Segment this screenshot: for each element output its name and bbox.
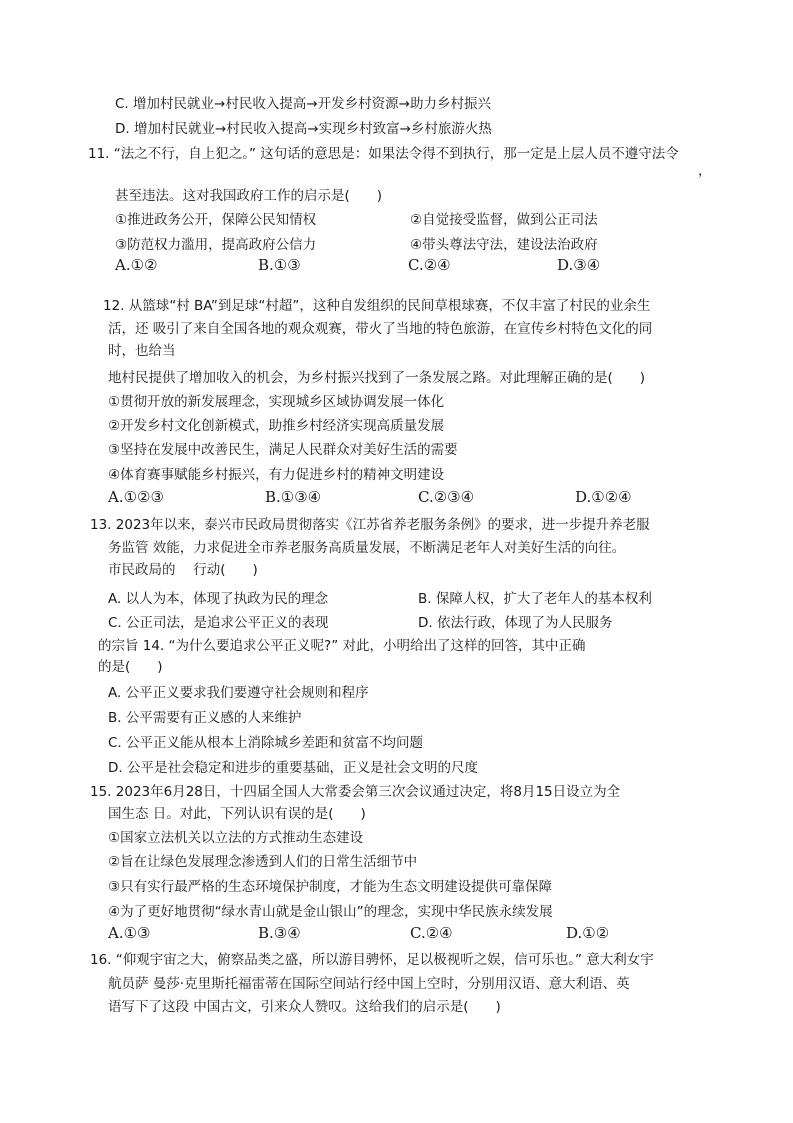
- q13-stem-line3: 市民政局的 行动( ): [108, 562, 258, 578]
- q15-option-a: A.①③: [108, 924, 151, 942]
- q13-option-c: C. 公正司法，是追求公平正义的表现: [108, 615, 329, 631]
- q14-option-d: D. 公平是社会稳定和进步的重要基础，正义是社会文明的尺度: [108, 760, 478, 776]
- q14-option-c: C. 公平正义能从根本上消除城乡差距和贫富不均问题: [108, 735, 424, 751]
- q13-option-d: D. 依法行政，体现了为人民服务: [418, 615, 613, 631]
- q11-item-3: ③防范权力滥用，提高政府公信力: [115, 237, 317, 253]
- q15-item-2: ②旨在让绿色发展理念渗透到人们的日常生活细节中: [108, 854, 418, 870]
- q11-stem-line2: 甚至违法。这对我国政府工作的启示是( ): [115, 188, 383, 204]
- q14-stem-line1: 的宗旨 14. “为什么要追求公平正义呢?” 对此，小明给出了这样的回答，其中正确: [98, 638, 586, 654]
- q15-item-4: ④为了更好地贯彻“绿水青山就是金山银山”的理念，实现中华民族永续发展: [108, 904, 553, 920]
- q12-option-b: B.①③④: [265, 488, 322, 506]
- q12-item-1: ①贯彻开放的新发展理念，实现城乡区域协调发展一体化: [108, 394, 445, 410]
- q12-item-2: ②开发乡村文化创新模式，助推乡村经济实现高质量发展: [108, 418, 445, 434]
- q12-stem-line3: 时，也给当: [108, 343, 176, 359]
- q12-stem-line2: 活，还 吸引了来自全国各地的观众观赛，带火了当地的特色旅游，在宣传乡村特色文化的同: [108, 321, 653, 337]
- q14-stem-line2: 的是( ): [98, 659, 163, 675]
- q12-option-a: A.①②③: [108, 488, 164, 506]
- q15-stem-line1: 15. 2023年6月28日，十四届全国人大常委会第三次会议通过决定，将8月15日设立为全: [90, 784, 621, 800]
- q14-option-a: A. 公平正义要求我们要遵守社会规则和程序: [108, 685, 369, 701]
- q12-option-d: D.①②④: [575, 488, 632, 506]
- q16-stem-line1: 16. “仰观宇宙之大，俯察品类之盛，所以游目骋怀，足以极视听之娱，信可乐也。” 意大利女宇: [90, 952, 654, 968]
- q12-item-4: ④体育赛事赋能乡村振兴，有力促进乡村的精神文明建设: [108, 467, 445, 483]
- q12-stem-line4: 地村民提供了增加收入的机会，为乡村振兴找到了一条发展之路。对此理解正确的是( ): [108, 370, 646, 386]
- q12-item-3: ③坚持在发展中改善民生，满足人民群众对美好生活的需要: [108, 442, 458, 458]
- q15-option-d: D.①②: [566, 924, 610, 942]
- q11-stem-line1: 11. “法之不行，自上犯之。” 这句话的意思是：如果法令得不到执行，那一定是上层人员不遵守法令: [88, 146, 679, 162]
- q16-stem-line3: 语写下了这段 中国古文，引来众人赞叹。这给我们的启示是( ): [108, 999, 501, 1015]
- q13-stem-line2: 务监管 效能，力求促进全市养老服务高质量发展，不断满足老年人对美好生活的向往。: [108, 540, 626, 556]
- q12-option-c: C.②③④: [418, 488, 475, 506]
- q11-option-c: C.②④: [408, 256, 451, 274]
- q11-option-a: A.①②: [115, 256, 158, 274]
- q14-option-b: B. 公平需要有正义感的人来维护: [108, 710, 302, 726]
- q15-stem-line2: 国生态 日。对此，下列认识有误的是( ): [108, 806, 366, 822]
- q13-option-a: A. 以人为本，体现了执政为民的理念: [108, 591, 329, 607]
- q13-stem-line1: 13. 2023年以来，泰兴市民政局贯彻落实《江苏省养老服务条例》的要求，进一步提升养老服: [90, 517, 650, 533]
- q16-stem-line2: 航员萨 曼莎·克里斯托福雷蒂在国际空间站行经中国上空时，分别用汉语、意大利语、英: [108, 976, 630, 992]
- q15-item-1: ①国家立法机关以立法的方式推动生态建设: [108, 830, 364, 846]
- q13-option-b: B. 保障人权，扩大了老年人的基本权利: [418, 591, 652, 607]
- q15-option-b: B.③④: [258, 924, 301, 942]
- q15-option-c: C.②④: [410, 924, 453, 942]
- prev-option-c: C. 增加村民就业→村民收入提高→开发乡村资源→助力乡村振兴: [115, 96, 491, 112]
- q12-stem-line1: 12. 从篮球“村 BA”到足球“村超”，这种自发组织的民间草根球赛，不仅丰富了村民的业余生: [103, 298, 651, 314]
- q15-item-3: ③只有实行最严格的生态环境保护制度，才能为生态文明建设提供可靠保障: [108, 879, 553, 895]
- q11-item-4: ④带头尊法守法，建设法治政府: [410, 237, 598, 253]
- q11-item-2: ②自觉接受监督，做到公正司法: [410, 212, 598, 228]
- q11-item-1: ①推进政务公开，保障公民知情权: [115, 212, 317, 228]
- q11-option-b: B.①③: [258, 256, 301, 274]
- q11-option-d: D.③④: [557, 256, 601, 274]
- prev-option-d: D. 增加村民就业→村民收入提高→实现乡村致富→乡村旅游火热: [115, 121, 492, 137]
- q11-stem-comma: ，: [698, 163, 712, 179]
